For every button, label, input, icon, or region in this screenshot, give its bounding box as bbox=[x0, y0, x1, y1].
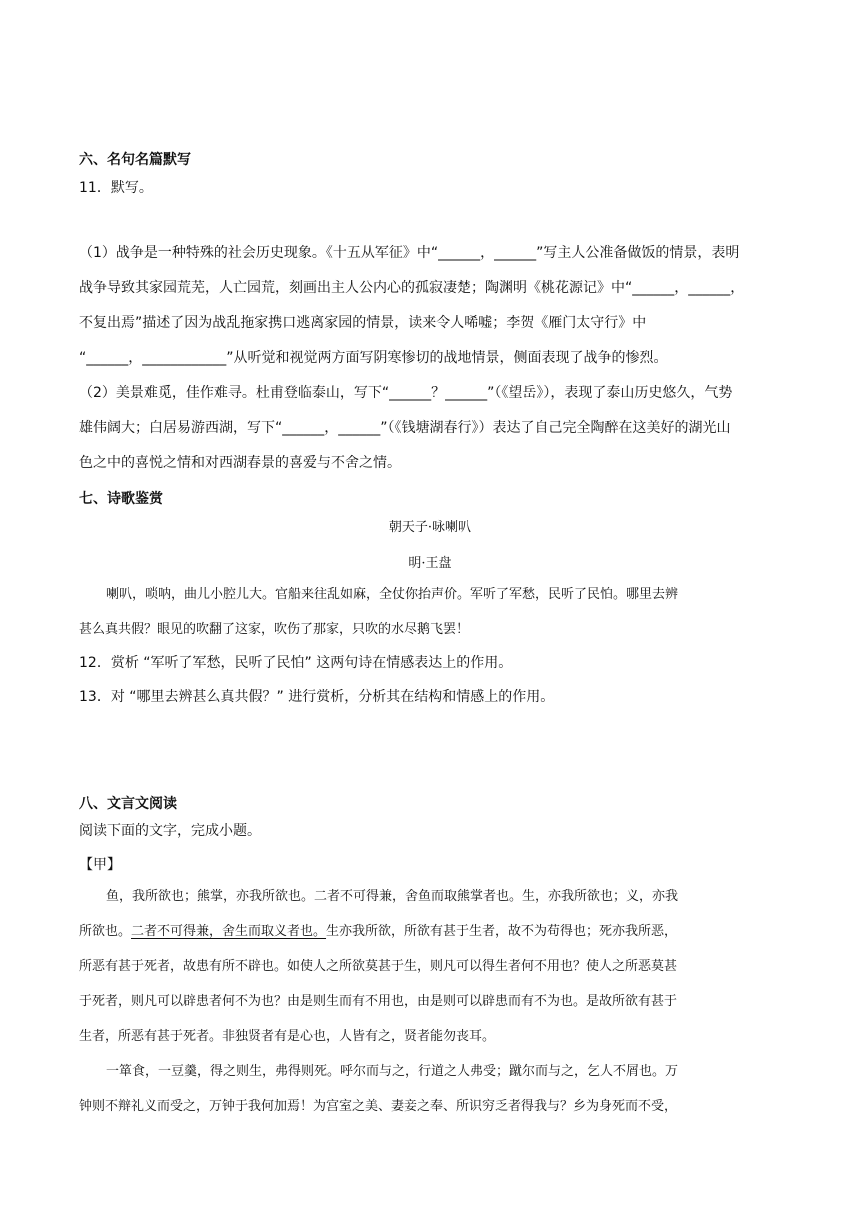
passage-line-2 bbox=[79, 922, 781, 942]
passage-line-7: 钟则不辩礼义而受之，万钟于我何加焉！为宫室之美、妻妾之奉、所识穷乏者得我与？乡为身死而不受， bbox=[79, 1099, 678, 1114]
question-11: 11．默写。 bbox=[79, 180, 153, 196]
underlined-sentence: 二者不可得兼，舍生而取义者也。 bbox=[131, 924, 327, 939]
section-heading-8: 八、文言文阅读 bbox=[79, 796, 177, 812]
poem-line-1: 喇叭，唢呐，曲儿小腔儿大。官船来往乱如麻，全仗你抬声价。军听了军愁，民听了民怕。哪里去辨 bbox=[106, 587, 679, 602]
paragraph-1-line-4: “______，____________”从听觉和视觉两方面写阴寒惨切的战地情景，侧面表现了战争的惨烈。 bbox=[79, 350, 668, 366]
poem-author: 明·王盘 bbox=[408, 556, 452, 571]
passage-line-1: 鱼，我所欲也；熊掌，亦我所欲也。二者不可得兼，舍鱼而取熊掌者也。生，亦我所欲也；义，亦我 bbox=[106, 889, 679, 904]
reading-intro: 阅读下面的文字，完成小题。 bbox=[79, 823, 261, 839]
question-13: 13．对 “哪里去辨甚么真共假？” 进行赏析，分析其在结构和情感上的作用。 bbox=[79, 689, 555, 705]
paragraph-1-line-3: 不复出焉”描述了因为战乱拖家携口逃离家园的情景，读来令人唏嘘；李贺《雁门太守行》中 bbox=[79, 315, 647, 331]
passage-line-3: 所恶有甚于死者，故患有所不辟也。如使人之所欲莫甚于生，则凡可以得生者何不用也？使人之所恶莫甚 bbox=[79, 959, 678, 974]
poem-title: 朝天子·咏喇叭 bbox=[388, 520, 472, 535]
paragraph-1-line-2: 战争导致其家园荒芜，人亡园荒，刻画出主人公内心的孤寂凄楚；陶渊明《桃花源记》中“______，______， bbox=[79, 280, 745, 296]
passage-label-jia: 【甲】 bbox=[79, 857, 121, 873]
paragraph-1-line-1: （1）战争是一种特殊的社会历史现象。《十五从军征》中“______，______”写主人公准备做饭的情景，表明 bbox=[79, 245, 740, 261]
paragraph-2-line-3: 色之中的喜悦之情和对西湖春景的喜爱与不舍之情。 bbox=[79, 455, 401, 471]
section-heading-6: 六、名句名篇默写 bbox=[79, 152, 191, 168]
passage-line-5: 生者，所恶有甚于死者。非独贤者有是心也，人皆有之，贤者能勿丧耳。 bbox=[79, 1029, 496, 1044]
paragraph-2-line-1: （2）美景难觅，佳作难寻。杜甫登临泰山，写下“______？______”（《望岳》），表现了泰山历史悠久，气势 bbox=[79, 385, 733, 401]
passage-line-2-post: 生亦我所欲，所欲有甚于生者，故不为苟得也；死亦我所恶， bbox=[326, 924, 678, 939]
section-heading-7: 七、诗歌鉴赏 bbox=[79, 491, 163, 507]
passage-line-6: 一箪食，一豆羹，得之则生，弗得则死。呼尔而与之，行道之人弗受；蹴尔而与之，乞人不屑也。万 bbox=[106, 1064, 679, 1079]
question-12: 12．赏析 “军听了军愁，民听了民怕” 这两句诗在情感表达上的作用。 bbox=[79, 655, 513, 671]
passage-line-2-pre: 所欲也。 bbox=[79, 924, 132, 939]
poem-line-2: 甚么真共假？眼见的吹翻了这家，吹伤了那家，只吹的水尽鹅飞罢！ bbox=[79, 622, 470, 637]
paragraph-2-line-2: 雄伟阔大；白居易游西湖，写下“______，______”（《钱塘湖春行》）表达了自己完全陶醉在这美好的湖光山 bbox=[79, 420, 731, 436]
passage-line-4: 于死者，则凡可以辟患者何不为也？由是则生而有不用也，由是则可以辟患而有不为也。是故所欲有甚于 bbox=[79, 994, 678, 1009]
